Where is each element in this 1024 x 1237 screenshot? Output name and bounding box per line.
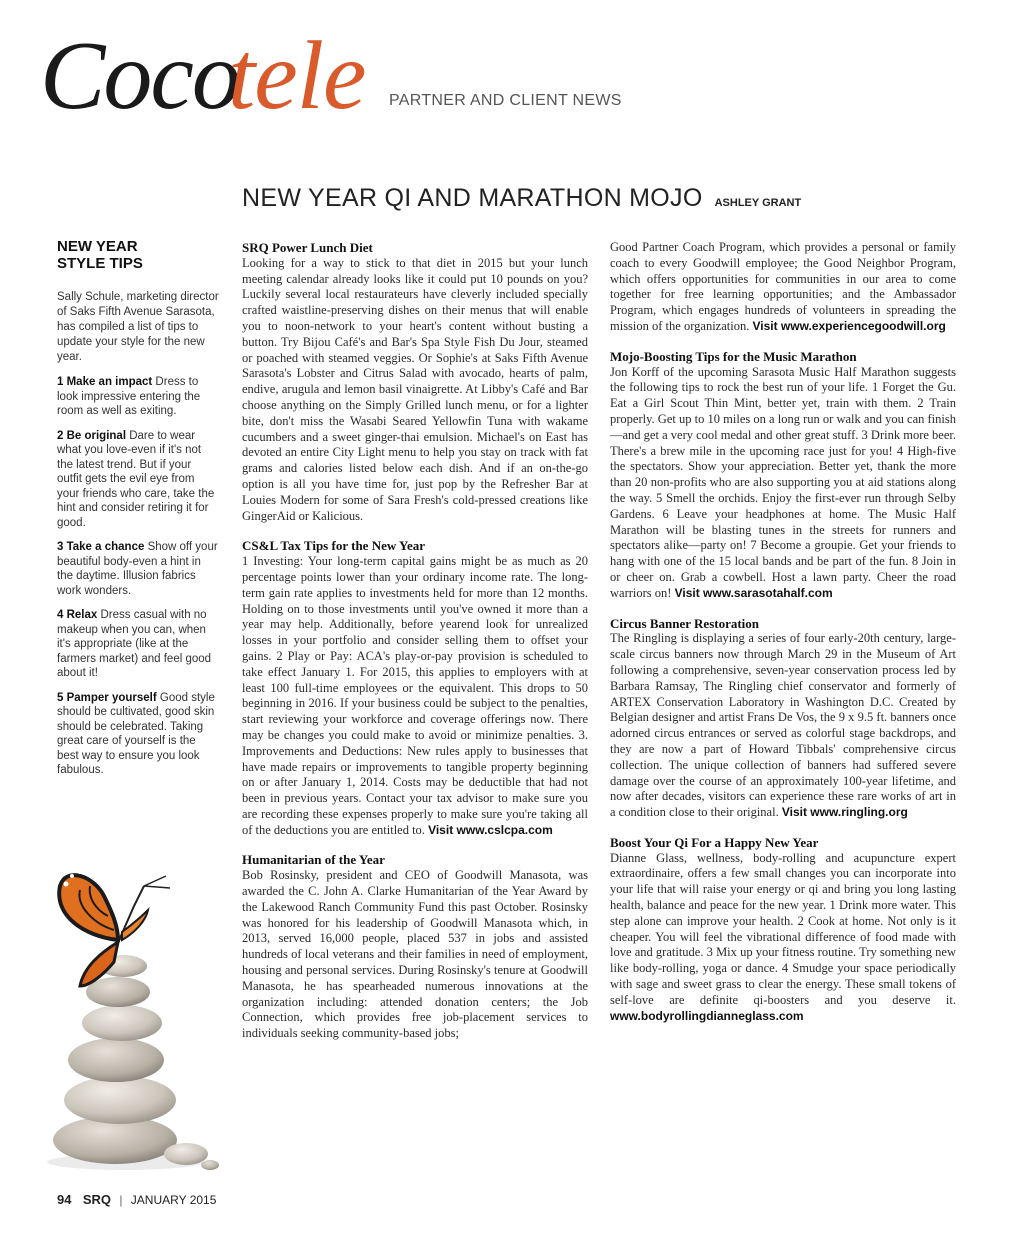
style-tip xyxy=(57,540,219,598)
masthead-subtitle: PARTNER AND CLIENT NEWS xyxy=(389,92,622,109)
qi-body-text: Dianne Glass, wellness, body-rolling and acupuncture expert extraordinaire, offers a few small changes you can incorporate into your life that will raise your energy or qi and bring you long lasting health, balance and peace for the new year. 1 Drink more water. This step alone can improve your health. 2 Cook at home. Not only is it cheaper. You will feel the vibrational difference of food made with love and gratitude. 3 Mix up your fitness routine. Try something new like body-rolling, yoga or dance. 4 Smudge your space periodically with sage and sweet grass to clear the energy. These small tokens of self-love are definite qi-boosters and you deserve it. xyxy=(610,850,956,1007)
style-tip-text: Good style should be cultivated, good skin should be celebrated. Taking great care of yourself is the best way to ensure you look fabulous. xyxy=(57,691,215,776)
section-heading-humanitarian: Humanitarian of the Year xyxy=(242,852,385,868)
article-title: NEW YEAR QI AND MARATHON MOJO xyxy=(242,184,703,212)
style-tip-text: Dress casual with no makeup when you can, when it's appropriate (like at the farmers market) and feel good about it! xyxy=(57,609,212,679)
page-number: 94 xyxy=(57,1192,72,1207)
section-heading-mojo: Mojo-Boosting Tips for the Music Marathon xyxy=(610,348,857,364)
article-author: ASHLEY GRANT xyxy=(714,197,802,209)
butterfly-stones-image xyxy=(20,860,230,1180)
section-body-srq: Looking for a way to stick to that diet in 2015 but your lunch meeting calendar already looks like it could put 10 pounds on you? Luckily several local restaurateurs have cleverly included specially crafted waistline-preserving dishes on their menus that will enable you to noon-network to your heart's content without busting a button. Try Bijou Café's and Bar's Spa Style Fish Du Jour, steamed or poached with steamed veggies. Or Sophie's at Saks Fifth Avenue Sarasota's Lobster and Citrus Salad with avocado, hearts of palm, endive, arugula and lemon basil vinaigrette. At Libby's Café and Bar choose anything on the Simply Grilled lunch menu, or for a lighter bite, don't miss the Wasabi Seared Yellowfin Tuna with wakame cucumbers and a sweet ginger-thai emulsion. Michael's on East has devoted an entire City Light menu to help you stay on track with fat grams and calories listed below each dish. And if an on-the-go option is all you have time for, just pop by the Refresher Bar at Louies Modern for some of Sara Fresh's cold-pressed creations like GingerAid or Kalicious. xyxy=(242,255,588,523)
section-body-mojo xyxy=(610,365,956,602)
circus-body-text: The Ringling is displaying a series of four early-20th century, large-scale circus banners now through March 29 in the Museum of Art following a comprehensive, seven-year conservation process led by Barbara Ramsay, The Ringling chief conservator and formerly of ARTEX Conservation Laboratory in Washington D.C. Created by Belgian designer and artist Frans De Vos, the 9 x 9.5 ft. banners once adorned circus entrances or served as colorful stage backdrops, and they are now a part of Howard Tibbals' comprehensive circus collection. The unique collection of banners had suffered severe damage over the course of an approximately 100-year lifetime, and now after decades, visitors can experience these rare works of art in a condition close to their original. xyxy=(610,631,956,820)
section-heading-csl: CS&L Tax Tips for the New Year xyxy=(242,538,425,554)
logo-part-tele: tele xyxy=(228,22,366,130)
section-heading-qi: Boost Your Qi For a Happy New Year xyxy=(610,834,819,850)
section-body-csl xyxy=(242,554,588,838)
style-tip xyxy=(57,691,219,778)
csl-body-text: 1 Investing: Your long-term capital gains might be as much as 20 percentage points lower than your ordinary income rate. The long-term gain rate applies to investments held for more than 12 months. Holding on to those investments until you've owned it more than a year may help. Additionally, before yearend look for unrealized losses in your portfolio and consider selling them to offset your gains. 2 Play or Pay: ACA's play-or-pay provision is scheduled to take effect January 1. For 2015, this applies to employers with at least 100 full-time employees or the equivalent. This drops to 50 beginning in 2016. If your business could be subject to the penalties, start reviewing your workforce and coverage offerings now. There may be changes you could make to avoid or minimize penalties. 3. Improvements and Deductions: New rules apply to businesses that have made repairs or improvements to tangible property beginning on or after January 1, 2014. Costs may be deductible that had not been in previous years. Contact your tax advisor to make sure you are recording these expenses properly to make sure you're taking all of the deductions you are entitled to. xyxy=(242,554,588,837)
section-heading-circus: Circus Banner Restoration xyxy=(610,615,760,631)
masthead xyxy=(40,20,740,130)
mojo-body-text: Jon Korff of the upcoming Sarasota Music Half Marathon suggests the following tips to rock the best run of your life. 1 Forget the Gu. Eat a Girl Scout Thin Mint, better yet, train with them. 2 Train properly. Get up to 10 miles on a long run or walk and you can finish—and get a very cool medal and other great stuff. 3 Drink more beer. There's a brew mile in the upcoming race just for you! 4 High-five the spectators. Show your appreciation. Better yet, thank the more than 20 non-profits who are also supporting you at aid stations along the way. 5 Smell the orchids. Enjoy the first-ever run through Selby Gardens. 6 Leave your headphones at home. The Music Half Marathon will be blasting tunes in the streets for runners and spectators alike—party on! 7 Become a groupie. Get your friends to hang with one of the 15 local bands and be part of the fun. 8 Join in or cheer on. Grab a cowbell. Host a lawn party. Cheer the road warriors on! xyxy=(610,364,956,600)
magazine-name: SRQ xyxy=(82,1192,111,1207)
article-column-right xyxy=(610,240,956,1024)
section-body-goodwill-cont xyxy=(610,240,956,335)
ringling-website-link[interactable]: Visit www.ringling.org xyxy=(781,805,908,820)
sidebar-intro: Sally Schule, marketing director of Saks Fifth Avenue Sarasota, has compiled a list of tips to update your style for the new year. xyxy=(57,291,219,363)
section-heading-srq: SRQ Power Lunch Diet xyxy=(242,240,373,255)
page-footer xyxy=(57,1192,216,1207)
style-tip-label: 2 Be original xyxy=(57,429,127,442)
style-tip xyxy=(57,375,219,419)
style-tip-label: 3 Take a chance xyxy=(57,541,145,553)
style-tips-sidebar xyxy=(57,238,219,778)
footer-separator: | xyxy=(119,1193,123,1207)
section-body-humanitarian: Bob Rosinsky, president and CEO of Goodwill Manasota, was awarded the C. John A. Clarke Humanitarian of the Year Award by the Lakewood Ranch Community Fund this past October. Rosinsky was honored for his leadership of Goodwill Manasota which, in 2013, served 16,000 people, placed 537 in jobs and assisted hundreds of local veterans and their families in need of employment, housing and personal services. During Rosinsky's tenure at Goodwill Manasota, he has spearheaded numerous innovations at the organization including: attended donation centers; the Job Connection, which provides free job-placement services to individuals seeking community-based jobs; xyxy=(242,868,588,1041)
style-tip-label: 4 Relax xyxy=(57,609,98,621)
style-tip-label: 5 Pamper yourself xyxy=(57,691,157,704)
section-body-circus xyxy=(610,631,956,821)
logo-part-coco: Coco xyxy=(40,22,239,130)
article-column-middle xyxy=(242,240,588,1042)
style-tip-text: Dare to wear what you love-even if it's not the latest trend. But if your outfit gets the evil eye from your friends who care, take the hint and consider retiring it for good. xyxy=(57,429,215,529)
sidebar-title: NEW YEAR STYLE TIPS xyxy=(57,238,143,272)
goodwill-body-text: Good Partner Coach Program, which provides a personal or family coach to every Goodwill employee; the Good Neighbor Program, which offers opportunities for communities in our area to come together for free learning opportunities; and the Ambassador Program, which engages hundreds of volunteers in spreading the mission of the organization. xyxy=(610,240,956,333)
bodyrolling-website-link[interactable]: www.bodyrollingdianneglass.com xyxy=(610,1008,804,1023)
article-headline xyxy=(242,184,801,213)
goodwill-website-link[interactable]: Visit www.experiencegoodwill.org xyxy=(752,318,946,333)
csl-website-link[interactable]: Visit www.cslcpa.com xyxy=(428,822,553,837)
style-tip xyxy=(57,429,219,531)
style-tip-label: 1 Make an impact xyxy=(57,376,153,388)
style-tip-text: Show off your beautiful body-even a hint in the daytime. Illusion fabrics work wonders. xyxy=(57,541,218,597)
marathon-website-link[interactable]: Visit www.sarasotahalf.com xyxy=(674,585,833,600)
section-body-qi xyxy=(610,851,956,1025)
issue-date: JANUARY 2015 xyxy=(130,1193,217,1207)
style-tip xyxy=(57,608,219,681)
style-tip-text: Dress to look impressive entering the room as well as exiting. xyxy=(57,376,201,417)
